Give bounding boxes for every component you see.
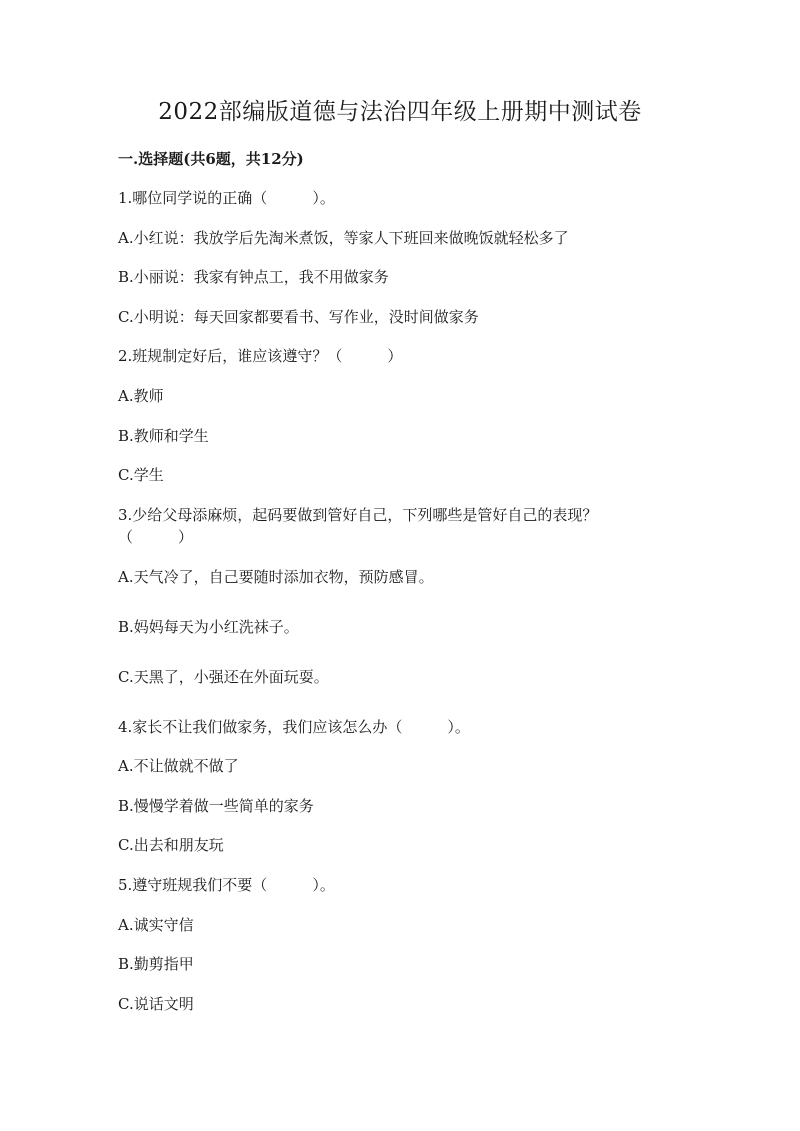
question-stem-continued: （ ） [118, 528, 194, 546]
question-option: C.出去和朋友玩 [118, 836, 224, 854]
question-option: A.教师 [118, 387, 164, 405]
question-option: B.教师和学生 [118, 427, 209, 445]
question-stem: 3.少给父母添麻烦，起码要做到管好自己，下列哪些是管好自己的表现？ [118, 506, 598, 524]
question-stem: 1.哪位同学说的正确（ ）。 [118, 189, 335, 207]
question-option: C.说话文明 [118, 995, 194, 1013]
question-option: A.天气冷了，自己要随时添加衣物，预防感冒。 [118, 568, 434, 586]
question-stem: 4.家长不让我们做家务，我们应该怎么办（ ）。 [118, 718, 470, 736]
question-option: C.天黑了，小强还在外面玩耍。 [118, 668, 329, 686]
question-option: A.不让做就不做了 [118, 757, 239, 775]
question-option: C.小明说：每天回家都要看书、写作业，没时间做家务 [118, 308, 479, 326]
section-heading: 一.选择题(共6题，共12分) [118, 150, 304, 168]
question-stem: 5.遵守班规我们不要（ ）。 [118, 876, 335, 894]
question-option: B.妈妈每天为小红洗袜子。 [118, 618, 299, 636]
question-stem: 2.班规制定好后，谁应该遵守？（ ） [118, 347, 403, 365]
question-option: B.勤剪指甲 [118, 955, 194, 973]
question-option: C.学生 [118, 466, 164, 484]
question-option: B.慢慢学着做一些简单的家务 [118, 797, 314, 815]
question-option: A.诚实守信 [118, 916, 194, 934]
page-title: 2022部编版道德与法治四年级上册期中测试卷 [158, 99, 642, 125]
question-option: B.小丽说：我家有钟点工，我不用做家务 [118, 268, 389, 286]
question-option: A.小红说：我放学后先淘米煮饭，等家人下班回来做晚饭就轻松多了 [118, 229, 569, 247]
